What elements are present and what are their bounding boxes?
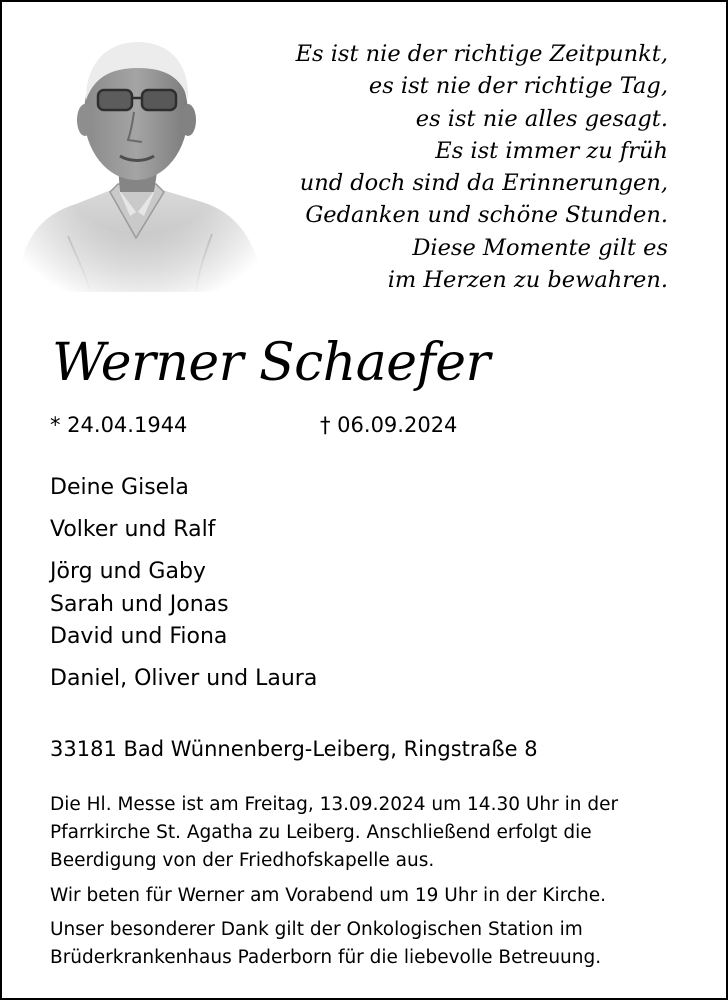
mass-info-line: Pfarrkirche St. Agatha zu Leiberg. Anschließend erfolgt die — [50, 822, 592, 843]
family-member: Jörg und Gaby — [50, 559, 206, 584]
poem-line: und doch sind da Erinnerungen, — [299, 170, 668, 197]
prayer-info: Wir beten für Werner am Vorabend um 19 Uhr in der Kirche. — [50, 885, 607, 906]
poem-line: Es ist immer zu früh — [435, 137, 668, 164]
mass-info-line: Beerdigung von der Friedhofskapelle aus. — [50, 850, 435, 871]
family-member: Deine Gisela — [50, 475, 189, 500]
poem-line: es ist nie der richtige Tag, — [368, 73, 668, 100]
poem-line: es ist nie alles gesagt. — [415, 105, 668, 132]
thanks-line: Brüderkrankenhaus Paderborn für die liebevolle Betreuung. — [50, 947, 602, 968]
family-member: Daniel, Oliver und Laura — [50, 666, 318, 691]
poem-line: Es ist nie der richtige Zeitpunkt, — [295, 41, 668, 67]
address: 33181 Bad Wünnenberg-Leiberg, Ringstraße 8 — [50, 737, 538, 761]
family-member: David und Fiona — [50, 624, 228, 649]
poem — [268, 38, 668, 296]
family-member: Sarah und Jonas — [50, 592, 229, 617]
death-date: † 06.09.2024 — [320, 413, 458, 437]
birth-date: * 24.04.1944 — [50, 413, 188, 437]
portrait-photo — [6, 16, 276, 292]
deceased-name: Werner Schaefer — [52, 333, 490, 393]
poem-line: im Herzen zu bewahren. — [387, 267, 668, 294]
poem-line: Diese Momente gilt es — [412, 234, 668, 261]
mass-info-line: Die Hl. Messe ist am Freitag, 13.09.2024 um 14.30 Uhr in der — [50, 794, 619, 815]
family-member: Volker und Ralf — [50, 517, 216, 542]
thanks-line: Unser besonderer Dank gilt der Onkologischen Station im — [50, 919, 583, 940]
poem-line: Gedanken und schöne Stunden. — [305, 202, 668, 229]
